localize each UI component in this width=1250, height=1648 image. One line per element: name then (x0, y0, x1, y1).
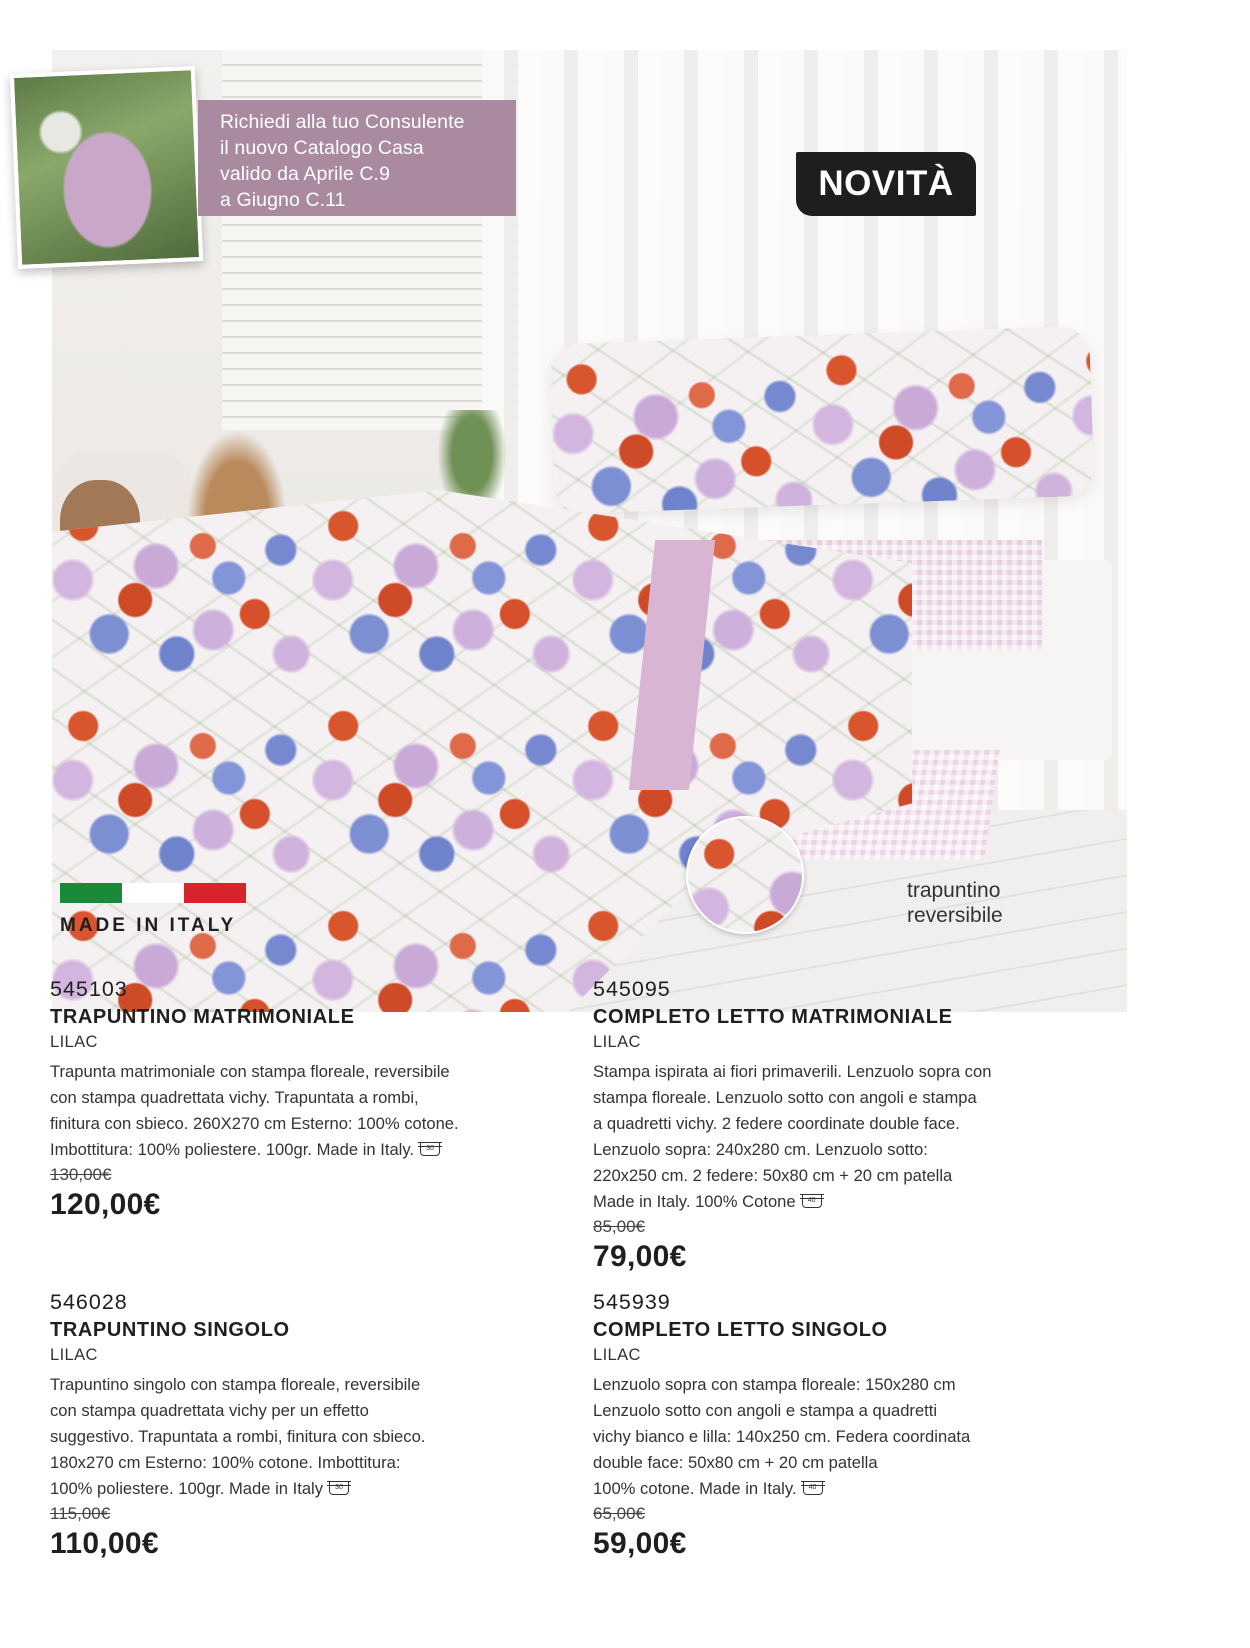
price: 120,00€ (50, 1188, 161, 1221)
wash-30-icon: 30 (329, 1481, 349, 1495)
product-color: LILAC (593, 1033, 641, 1051)
new-badge: NOVITÀ (796, 152, 976, 216)
product-color: LILAC (50, 1346, 98, 1364)
flag-green (60, 883, 122, 903)
product-description (593, 1059, 1093, 1215)
product-description (593, 1372, 1093, 1502)
catalogue-banner-text: Richiedi alla tuo Consulente il nuovo Catalogo Casa valido da Aprile C.9 a Giugno C.11 (220, 111, 465, 211)
product-title: TRAPUNTINO SINGOLO (50, 1319, 290, 1341)
product-title: COMPLETO LETTO SINGOLO (593, 1319, 888, 1341)
product-trapuntino-singolo (50, 1290, 550, 1562)
product-completo-letto-singolo (593, 1290, 1093, 1562)
wash-30-icon: 30 (420, 1142, 440, 1156)
catalogue-cover-photo (10, 66, 203, 269)
wash-40-icon: 40 (802, 1194, 822, 1208)
floral-swatch (686, 816, 804, 934)
floral-pillow (549, 326, 1095, 515)
made-in-italy-label: MADE IN ITALY (60, 915, 237, 936)
product-code: 545939 (593, 1290, 671, 1314)
flag-red (184, 883, 246, 903)
product-trapuntino-matrimoniale (50, 977, 550, 1223)
old-price: 130,00€ (50, 1165, 112, 1184)
product-title: TRAPUNTINO MATRIMONIALE (50, 1006, 355, 1028)
wash-40-icon: 40 (803, 1481, 823, 1495)
product-code: 545103 (50, 977, 128, 1001)
description-text: Trapunta matrimoniale con stampa floreale, reversibile con stampa quadrettata vichy. Trapuntata a rombi, finitura con sbieco. 260X270 cm Esterno: 100% cotone. Imbottitura: 100% poliestere. 100gr. Made in Italy. (50, 1062, 459, 1159)
price: 110,00€ (50, 1527, 159, 1560)
italian-flag-icon (60, 883, 246, 903)
description-text: Lenzuolo sopra con stampa floreale: 150x280 cm Lenzuolo sotto con angoli e stampa a quadretti vichy bianco e lilla: 140x250 cm. Federa coordinata double face: 50x80 cm + 20 cm patella 100% cotone. Made in Italy. (593, 1375, 971, 1498)
reversible-label: trapuntino reversibile (907, 879, 1003, 927)
price: 79,00€ (593, 1240, 687, 1273)
product-code: 546028 (50, 1290, 128, 1314)
product-color: LILAC (50, 1033, 98, 1051)
description-text: Trapuntino singolo con stampa floreale, reversibile con stampa quadrettata vichy per un effetto suggestivo. Trapuntata a rombi, finitura con sbieco. 180x270 cm Esterno: 100% cotone. Imbottitura: 100% poliestere. 100gr. Made in Italy (50, 1375, 426, 1498)
description-text: Stampa ispirata ai fiori primaverili. Lenzuolo sopra con stampa floreale. Lenzuolo sotto con angoli e stampa a quadretti vichy. 2 federe coordinate double face. Lenzuolo sopra: 240x280 cm. Lenzuolo sotto: 220x250 cm. 2 federe: 50x80 cm + 20 cm patella Made in Italy. 100% Cotone (593, 1062, 992, 1211)
flag-white (122, 883, 184, 903)
product-code: 545095 (593, 977, 671, 1001)
old-price: 115,00€ (50, 1504, 111, 1523)
product-description (50, 1372, 550, 1502)
product-description (50, 1059, 550, 1163)
product-completo-letto-matrimoniale (593, 977, 1093, 1275)
old-price: 65,00€ (593, 1504, 645, 1523)
product-color: LILAC (593, 1346, 641, 1364)
old-price: 85,00€ (593, 1217, 645, 1236)
product-title: COMPLETO LETTO MATRIMONIALE (593, 1006, 953, 1028)
price: 59,00€ (593, 1527, 687, 1560)
